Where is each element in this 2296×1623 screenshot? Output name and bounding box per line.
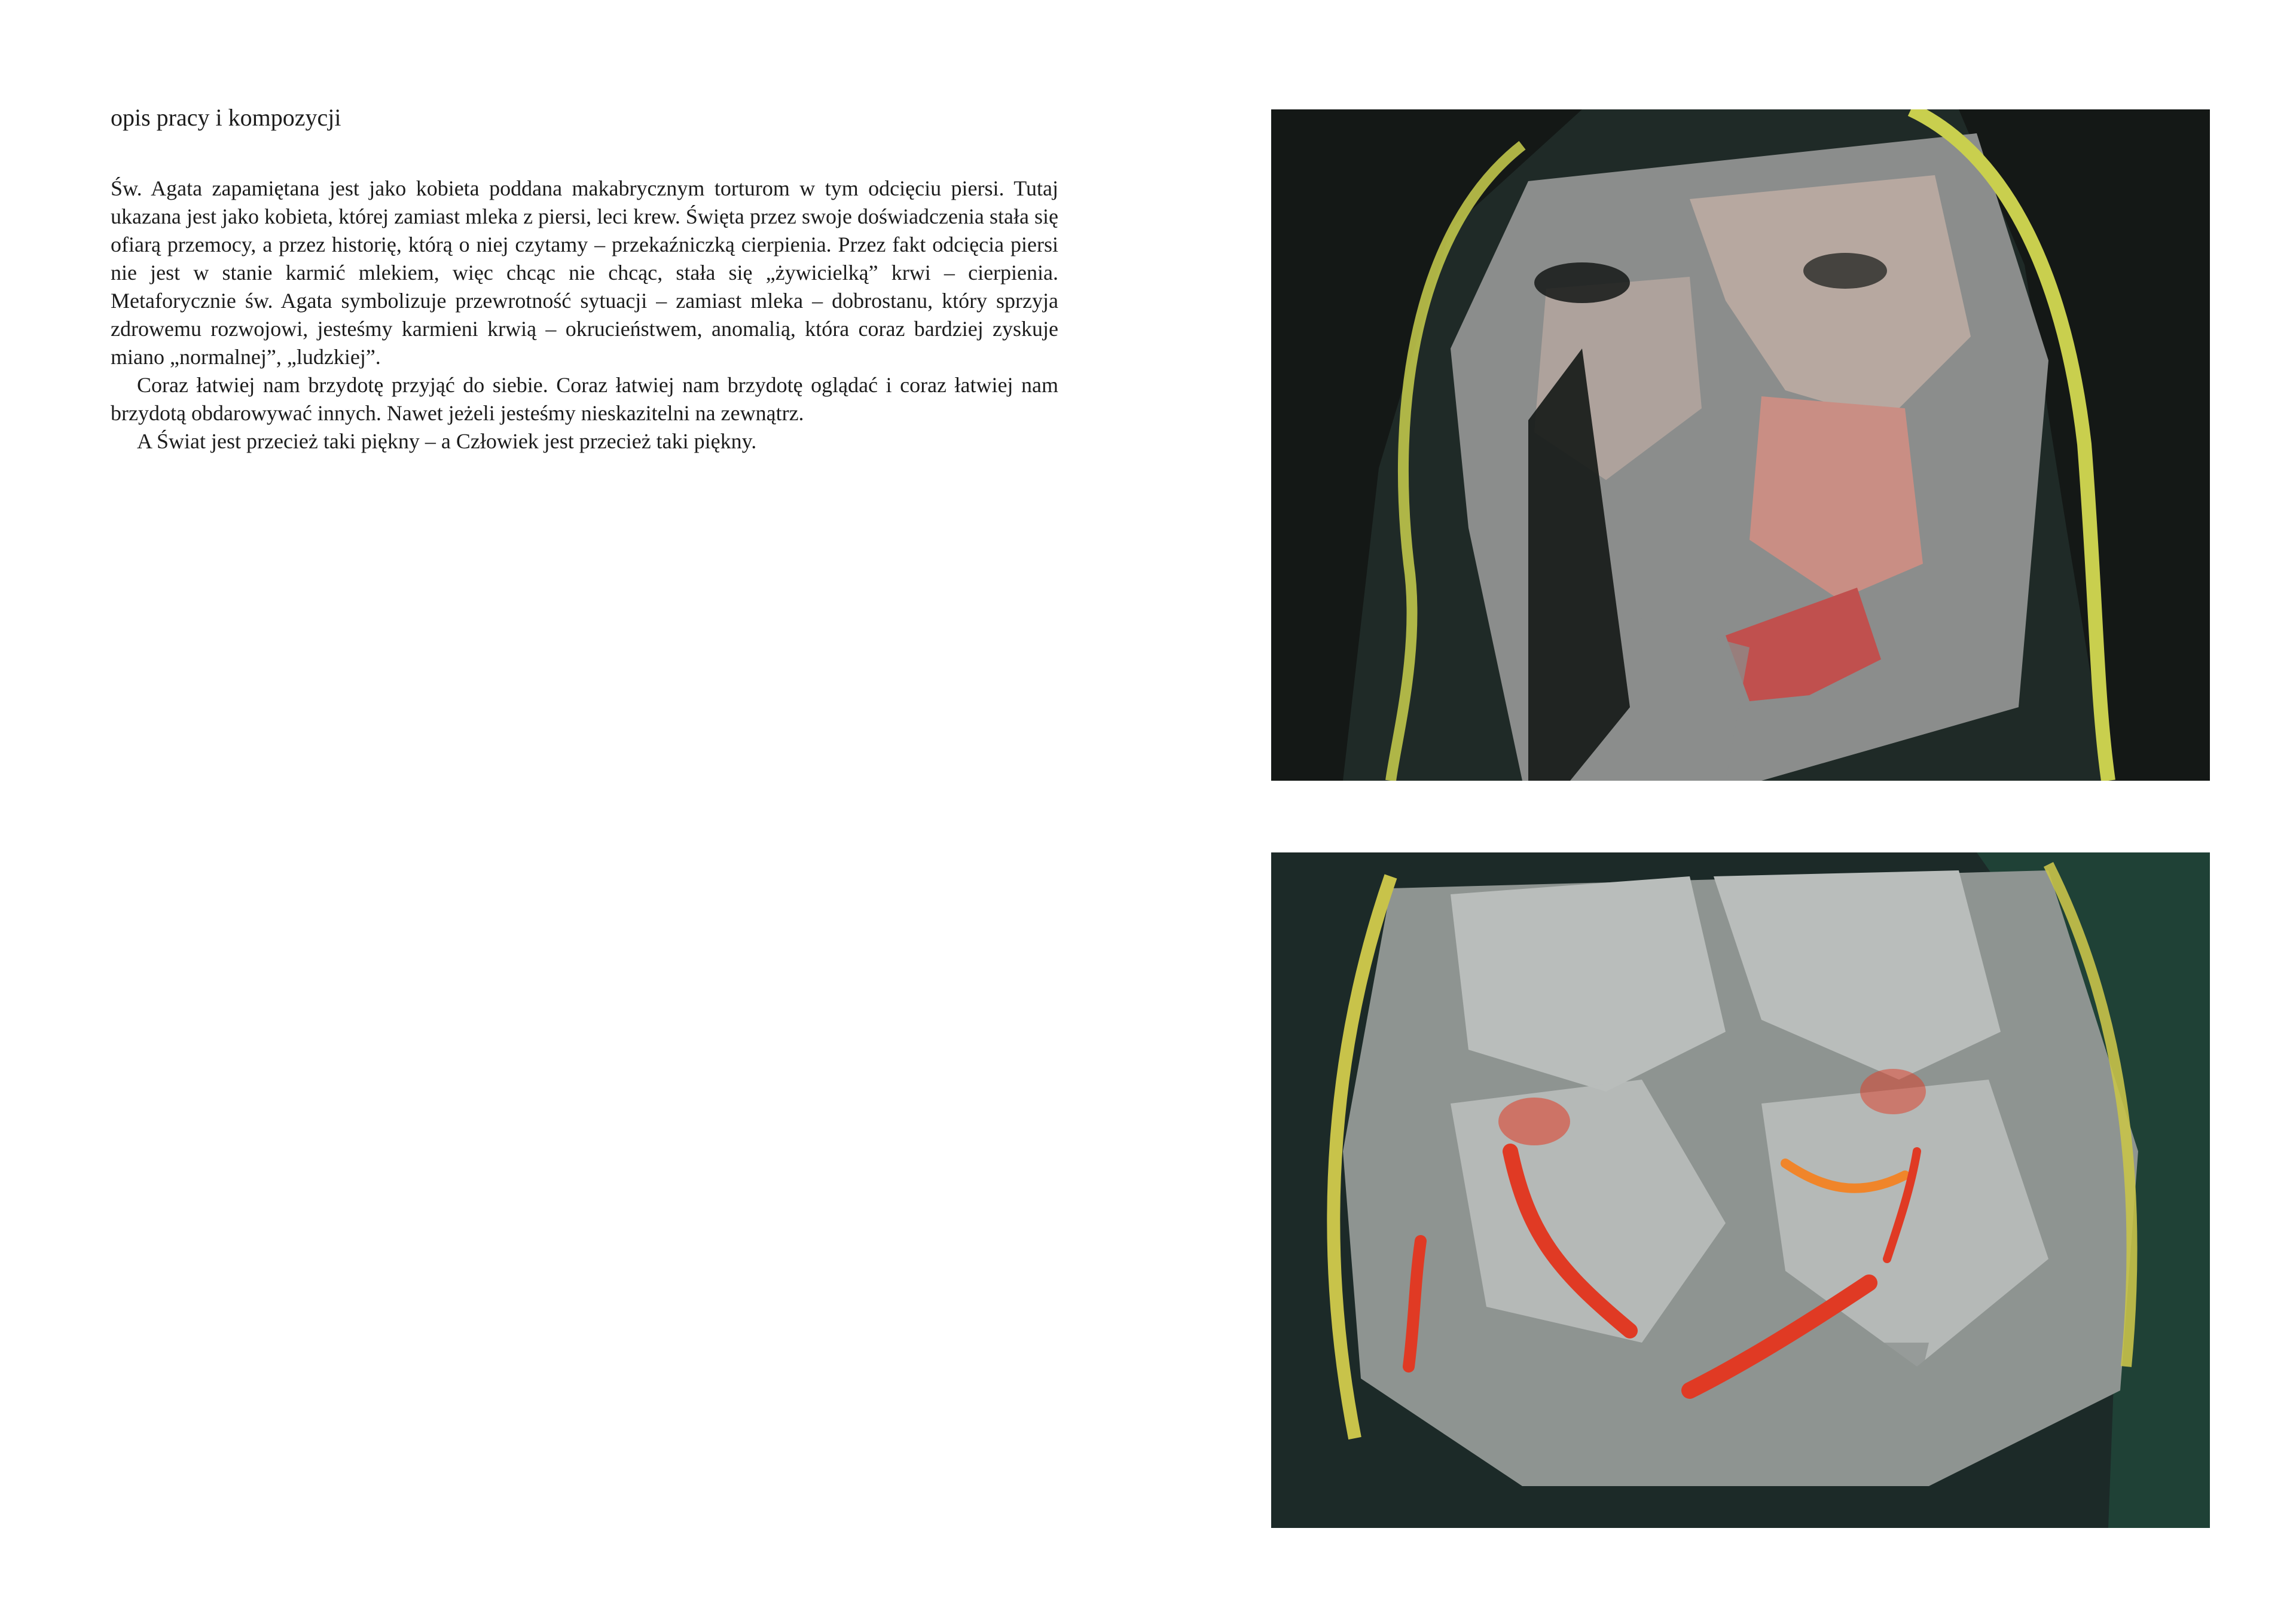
paragraph-3: A Świat jest przecież taki piękny – a Człowiek jest przecież taki piękny. xyxy=(137,429,757,453)
face-collage-illustration xyxy=(1271,109,2210,781)
section-heading: opis pracy i kompozycji xyxy=(111,104,341,131)
text-column xyxy=(111,103,1058,456)
paragraph-1: Św. Agata zapamiętana jest jako kobieta poddana makabrycznym torturom w tym odcięciu piersi. Tutaj ukazana jest jako kobieta, której zamiast mleka z piersi, leci krew. Święta przez swoje doświadczenia stała się ofiarą przemocy, a przez historię, którą o niej czytamy – przekaźniczką cierpienia. Przez fakt odcięcia piersi nie jest w stanie karmić mlekiem, więc chcąc nie chcąc, stała się „żywicielką” krwi – cierpienia. Metaforycznie św. Agata symbolizuje przewrotność sytuacji – zamiast mleka – dobrostanu, który sprzyja zdrowemu rozwojowi, jesteśmy karmieni krwią – okrucieństwem, anomalią, która coraz bardziej zyskuje miano „normalnej”, „ludzkiej”. xyxy=(111,176,1058,369)
collage-image-hands xyxy=(1271,852,2210,1528)
collage-image-face xyxy=(1271,109,2210,781)
paragraph-2: Coraz łatwiej nam brzydotę przyjąć do siebie. Coraz łatwiej nam brzydotę oglądać i coraz łatwiej nam brzydotą obdarowywać innych. Nawet jeżeli jesteśmy nieskazitelni na zewnątrz. xyxy=(111,373,1058,425)
hands-collage-illustration xyxy=(1271,852,2210,1528)
